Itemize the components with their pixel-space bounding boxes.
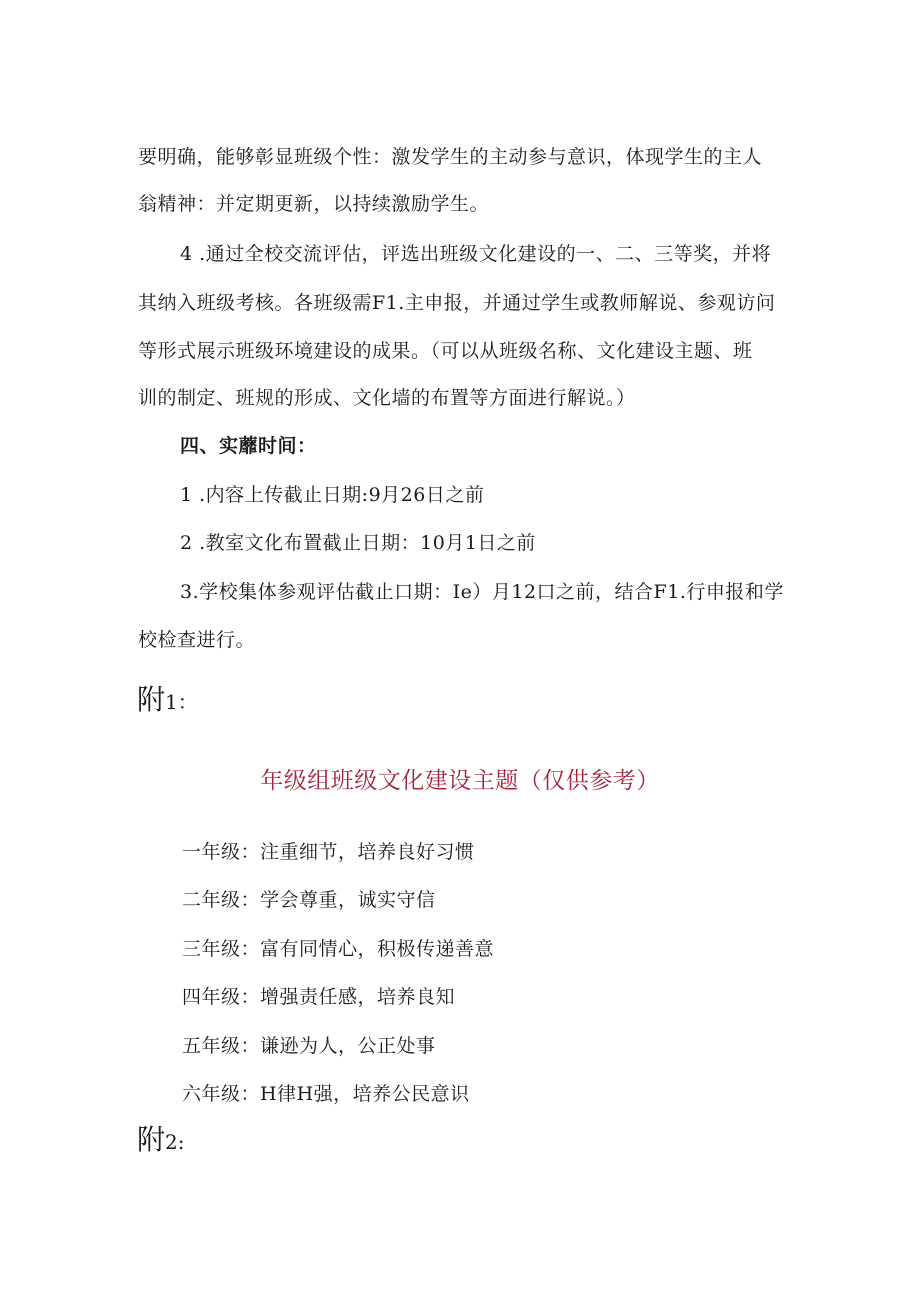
paragraph-4-line-1: 4 .通过全校交流评估，评选出班级文化建设的一、二、三等奖，并将 [180,243,772,265]
theme-grade-4: 四年级：增强责任感，培养良知 [182,986,456,1008]
paragraph-4-line-4: 训的制定、班规的形成、文化墙的布置等方面进行解说。） [138,387,636,409]
paragraph-3-line-1: 要明确，能够彰显班级个性：激发学生的主动参与意识，体现学生的主人 [138,146,763,168]
theme-grade-2: 二年级：学会尊重，诚实守信 [182,889,436,911]
section-four-item-2: 2 .教室文化布置截止日期：10月1日之前 [180,532,536,554]
theme-grade-5: 五年级：谦逊为人，公正处事 [182,1035,436,1057]
annex-1-label [137,683,198,719]
section-four-item-3-line-1: 3.学校集体参观评估截止口期：Ie）月12口之前，结合F1.行申报和学 [180,581,784,603]
theme-grade-3: 三年级：富有同情心，积极传递善意 [182,938,495,960]
paragraph-4-line-2: 其纳入班级考核。各班级需F1.主申报，并通过学生或教师解说、参观访问 [138,292,776,314]
annex-2-char: 附 [137,1123,166,1156]
annex-1-number: 1： [165,690,198,714]
section-four-item-1: 1 .内容上传截止日期:9月26日之前 [180,484,485,506]
section-four-item-3-line-2: 校检查进行。 [138,629,256,651]
annex-1-char: 附 [137,683,166,716]
annex-2-number: 2: [165,1130,185,1154]
paragraph-4-line-3: 等形式展示班级环境建设的成果。（可以从班级名称、文化建设主题、班 [138,340,753,362]
theme-grade-6: 六年级：H律H强，培养公民意识 [182,1083,470,1105]
annex-2-label [137,1123,184,1159]
paragraph-3-line-2: 翁精神：并定期更新，以持续激励学生。 [138,193,490,215]
theme-grade-1: 一年级：注重细节，培养良好习惯 [182,841,475,863]
theme-title: 年级组班级文化建设主题（仅供参考） [260,768,660,794]
section-four-heading: 四、实蘼时间： [180,435,317,457]
